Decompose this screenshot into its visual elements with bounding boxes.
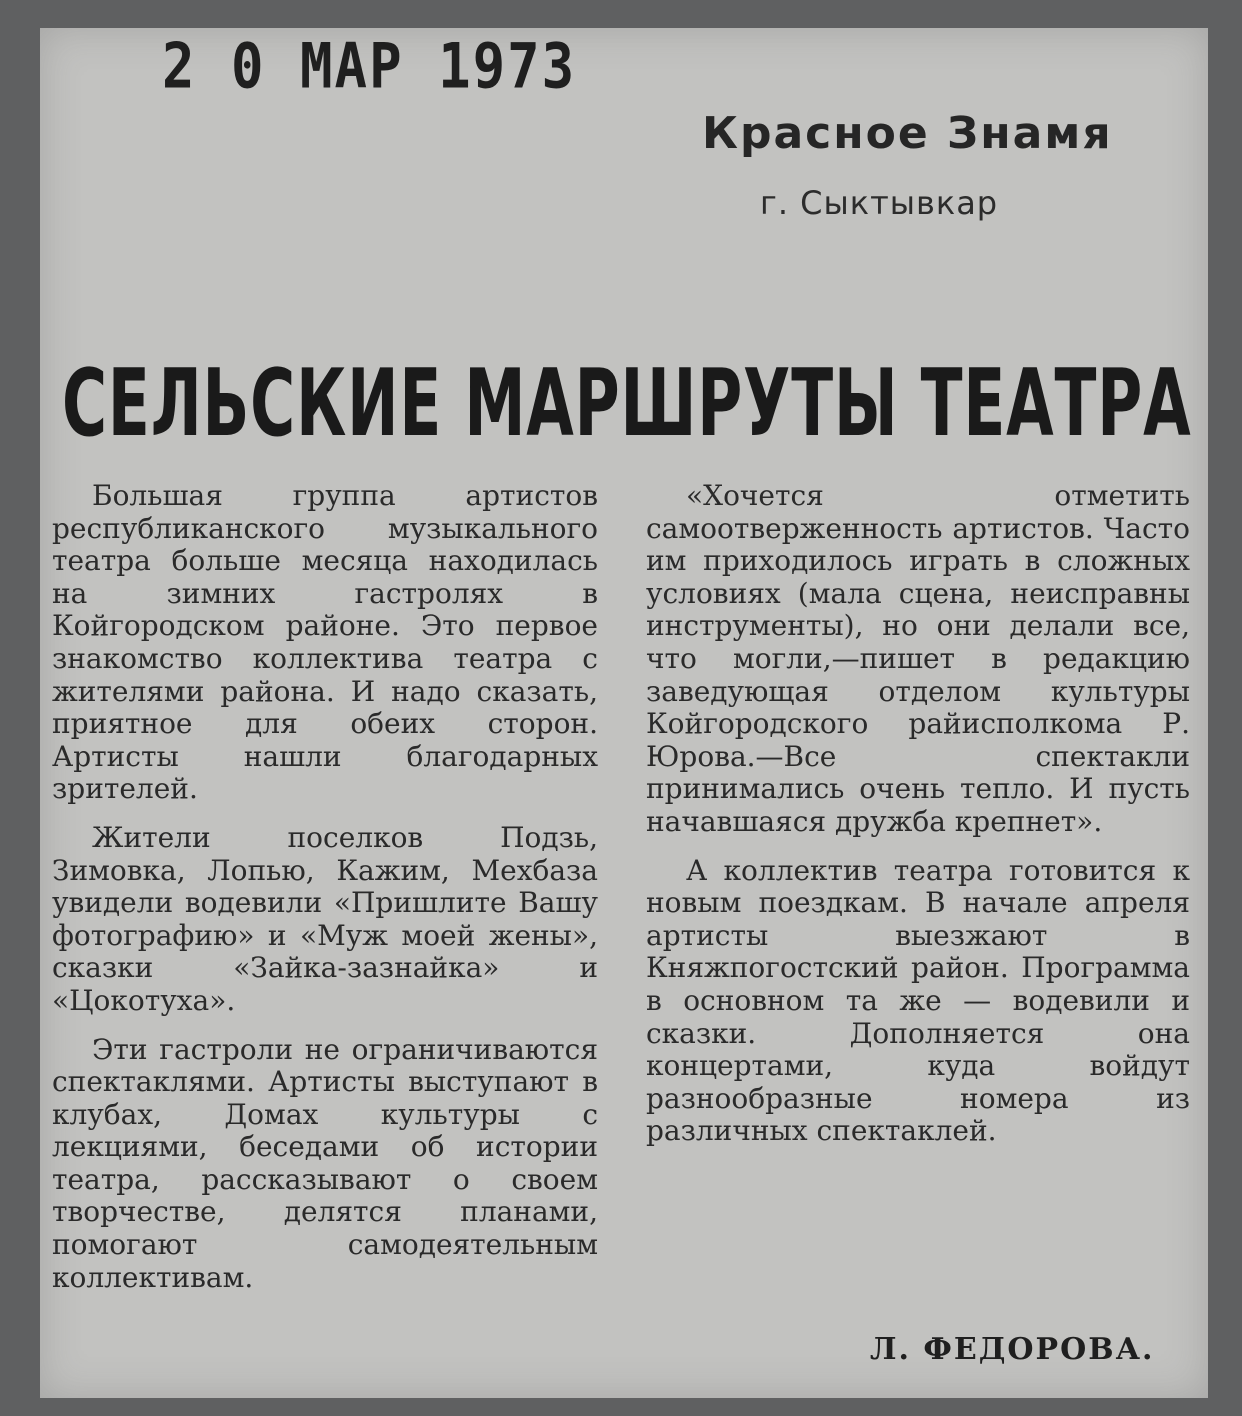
newspaper-name-stamp: Красное Знамя [702,108,1113,159]
article-paragraph: Жители поселков Подзь, Зимовка, Лопью, Кажим, Мехбаза увидели водевили «Пришлите Вашу фотографию» и «Муж моей жены», сказки «Зайка-зазнайка» и «Цокотуха». [52,820,598,1017]
article-paragraph: Большая группа артистов республиканского музыкального театра больше месяца находилась на зимних гастролях в Койгородском районе. Это первое знакомство коллектива театра с жителями района. И надо сказать, приятное для обеих сторон. Артисты нашли благодарных зрителей. [52,479,598,806]
article-paragraph: А коллектив театра готовится к новым поездкам. В начале апреля артисты выезжают в Княжпогостский район. Программа в основном та же — водевили и сказки. Дополняется она концертами, куда войдут разнообразные номера из различных спектаклей. [646,853,1190,1148]
article-headline: СЕЛЬСКИЕ МАРШРУТЫ ТЕАТРА [62,350,1192,458]
city-stamp: г. Сыктывкар [760,184,999,222]
article-column-right [646,480,1190,1164]
article-paragraph: «Хочется отметить самоотверженность артистов. Часто им приходилось играть в сложных условиях (мала сцена, неисправны инструменты), но они делали все, что могли,—пишет в редакцию заведующая отделом культуры Койгородского райисполкома Р. Юрова.—Все спектакли принимались очень тепло. И пусть начавшаяся дружба крепнет». [646,479,1190,838]
article-paragraph: Эти гастроли не ограничиваются спектаклями. Артисты выступают в клубах, Домах культуры с лекциями, беседами об истории театра, рассказывают о своем творчестве, делятся планами, помогают самодеятельным коллективам. [52,1032,598,1294]
article-column-left [52,480,598,1310]
date-stamp: 2 0 МАР 1973 [162,30,577,103]
author-byline: Л. ФЕДОРОВА. [870,1332,1155,1367]
